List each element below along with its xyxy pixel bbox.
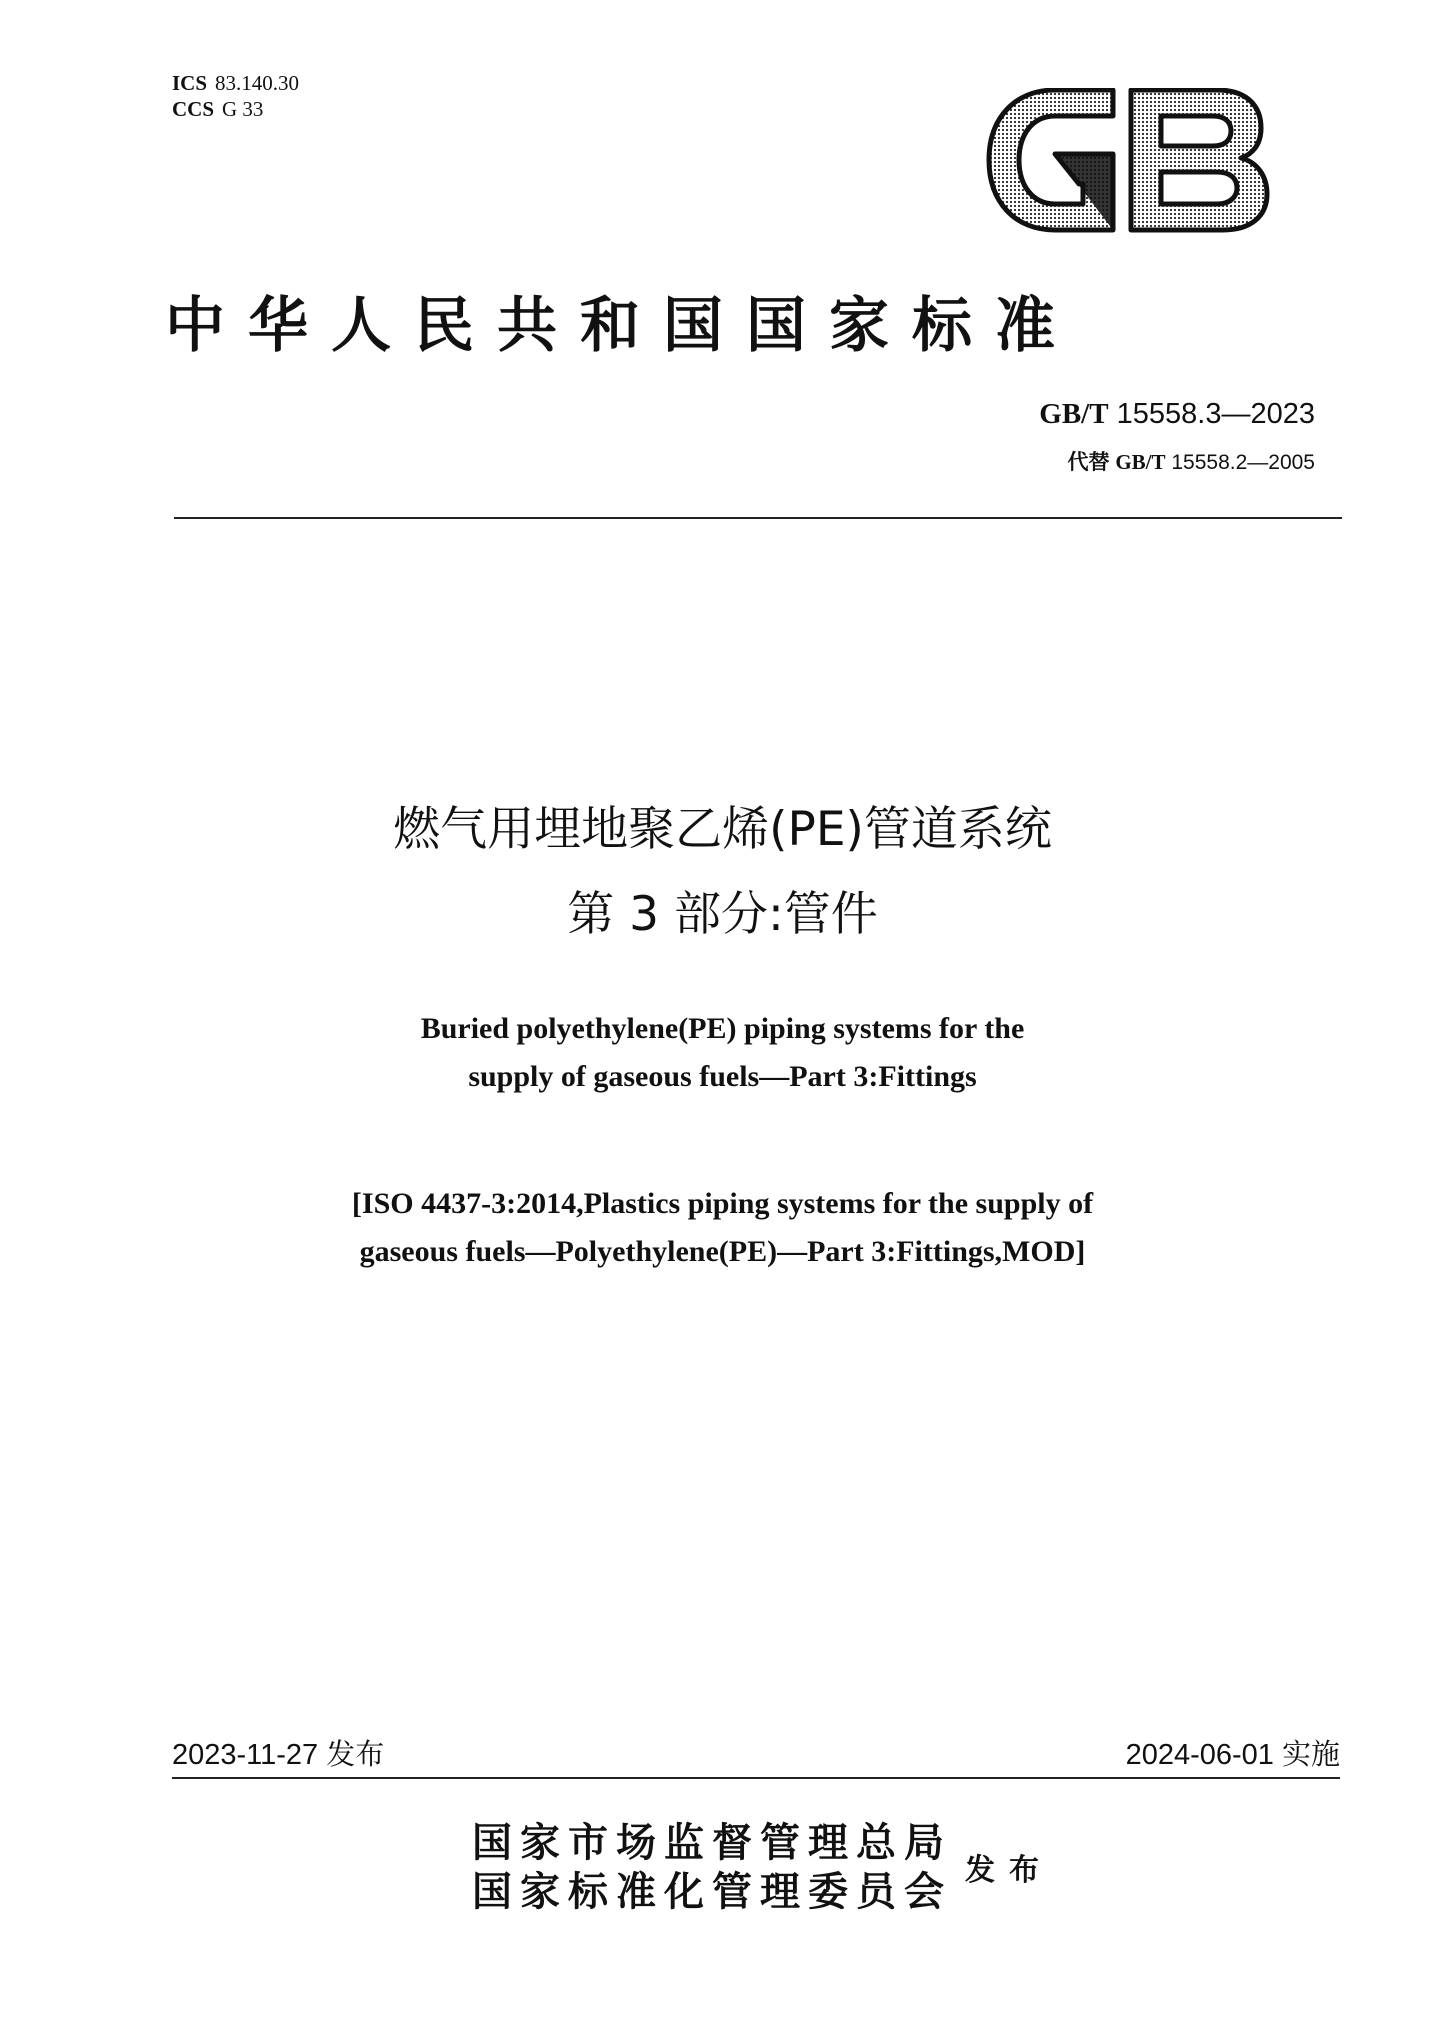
gb-logo <box>985 88 1270 233</box>
title-en-line2: supply of gaseous fuels—Part 3:Fittings <box>468 1060 977 1093</box>
title-cn-line1: 燃气用埋地聚乙烯(PE)管道系统 <box>393 802 1052 857</box>
issuer-line2: 国家标准化管理委员会 <box>472 1868 952 1915</box>
implement-label: 实施 <box>1281 1737 1340 1771</box>
ics-ccs-block <box>172 70 299 122</box>
implementation-date <box>1126 1732 1340 1773</box>
replaces-code: 15558.2—2005 <box>1171 451 1315 474</box>
replaces-label: 代替 <box>1067 450 1110 474</box>
national-standard-title: 中华人民共和国国家标准 <box>165 291 1078 361</box>
iso-reference-line1: [ISO 4437-3:2014,Plastics piping systems for the supply of <box>351 1187 1094 1220</box>
footer-divider <box>172 1777 1340 1779</box>
iso-reference-line2: gaseous fuels—Polyethylene(PE)—Part 3:Fittings,MOD] <box>359 1235 1086 1268</box>
implement-date-value: 2024-06-01 <box>1125 1739 1274 1771</box>
issue-date <box>172 1732 384 1773</box>
gb-logo-b <box>1131 90 1267 230</box>
standard-prefix: GB/T <box>1039 398 1109 430</box>
header-divider <box>174 517 1342 519</box>
issue-date-value: 2023-11-27 <box>172 1739 319 1771</box>
ics-label: ICS <box>172 71 208 95</box>
standard-code: 15558.3—2023 <box>1116 398 1315 430</box>
publish-label: 发布 <box>965 1853 1053 1888</box>
ccs-label: CCS <box>172 97 215 121</box>
replaces-prefix: GB/T <box>1115 450 1166 474</box>
ccs-line <box>172 96 299 122</box>
standard-number <box>1039 398 1315 431</box>
replaces-line <box>1067 446 1315 476</box>
issuer-line1: 国家市场监督管理总局 <box>472 1819 952 1866</box>
issuing-authorities <box>472 1818 952 1916</box>
ics-line <box>172 70 299 96</box>
issue-label: 发布 <box>326 1737 385 1771</box>
title-en-line1: Buried polyethylene(PE) piping systems for the <box>420 1012 1025 1045</box>
ccs-code: G 33 <box>222 97 264 121</box>
ics-code: 83.140.30 <box>215 71 300 95</box>
title-cn-line2: 第 3 部分:管件 <box>567 887 878 942</box>
